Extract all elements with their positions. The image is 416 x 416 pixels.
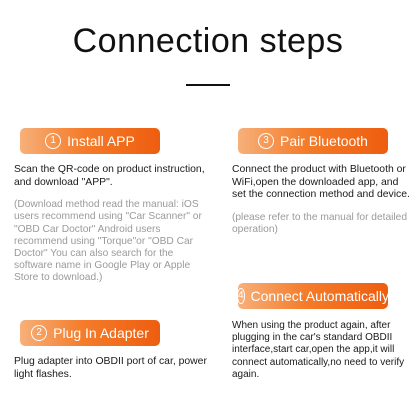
step-description: Connect the product with Bluetooth or WiFi,open the downloaded app, and set the connection method and device. [232,164,410,201]
step-description: Plug adapter into OBDII port of car, power light flashes. [14,356,207,380]
step-number-badge: 1 [45,133,61,149]
step-connect-automatically [232,283,412,381]
step-install-app [14,128,214,285]
page-title: Connection steps [72,22,344,60]
step-header-plug-in-adapter [20,320,160,346]
step-description: When using the product again, after plugging in the car's standard OBDII interface,start car,open the app,it will connect automatically,no need to verify again. [232,320,405,380]
step-plug-in-adapter [14,320,214,381]
step-number-badge: 3 [258,133,274,149]
step-number-badge: 4 [237,288,245,304]
step-header-pair-bluetooth [238,128,388,154]
step-label: Connect Automatically [250,288,390,304]
step-label: Pair Bluetooth [280,133,368,149]
step-note: (Download method read the manual: iOS users recommend using "Car Scanner" or "OBD Car Doctor" Android users recommend using "Torque"or "OBD Car Doctor" You can also search for the software name in Google Play or Apple Store to download.) [14,199,202,284]
step-label: Install APP [67,133,135,149]
title-underline [186,84,230,86]
step-header-connect-automatically [238,283,388,309]
step-label: Plug In Adapter [53,325,149,341]
step-note: (please refer to the manual for detailed operation) [232,211,407,235]
step-number-badge: 2 [31,325,47,341]
step-description: Scan the QR-code on product instruction, and download "APP". [14,164,205,188]
step-header-install-app [20,128,160,154]
step-pair-bluetooth [232,128,412,236]
